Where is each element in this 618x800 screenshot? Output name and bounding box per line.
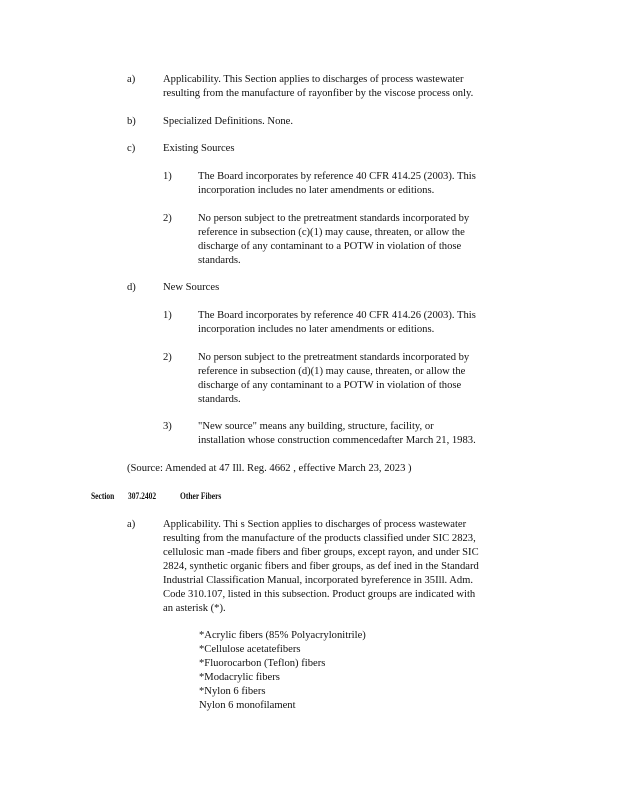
item-2402-a-line-7: an asterisk (*). [163, 603, 226, 614]
item-2402-a-line-4: 2824, synthetic organic fibers and fiber groups, as def ined in the Standard [163, 561, 479, 572]
product-item: *Modacrylic fibers [199, 672, 280, 683]
item-2402-a-label: a) [127, 519, 136, 530]
item-d2-line-2: reference in subsection (d)(1) may cause, threaten, or allow the [198, 366, 466, 377]
product-item: *Acrylic fibers (85% Polyacrylonitrile) [199, 630, 366, 641]
section-heading-title: Other Fibers [180, 492, 222, 502]
item-d2-line-3: discharge of any contaminant to a POTW in violation of those [198, 380, 462, 391]
source-note: (Source: Amended at 47 Ill. Reg. 4662 , effective March 23, 2023 ) [127, 463, 412, 474]
item-d3-line-1: "New source" means any building, structure, facility, or [198, 421, 434, 432]
item-a-line-2: resulting from the manufacture of rayonfiber by the viscose process only. [163, 88, 474, 99]
item-d2-line-4: standards. [198, 394, 241, 405]
product-item: *Cellulose acetatefibers [199, 644, 301, 655]
item-a-line-1: Applicability. This Section applies to discharges of process wastewater [163, 74, 464, 85]
item-d1-line-1: The Board incorporates by reference 40 CFR 414.26 (2003). This [198, 310, 476, 321]
item-b-label: b) [127, 116, 136, 127]
item-a-label: a) [127, 74, 136, 85]
item-c1-line-1: The Board incorporates by reference 40 CFR 414.25 (2003). This [198, 171, 476, 182]
item-d1-line-2: incorporation includes no later amendments or editions. [198, 324, 435, 335]
item-c1-line-2: incorporation includes no later amendments or editions. [198, 185, 435, 196]
item-c1-label: 1) [163, 171, 172, 182]
item-2402-a-line-3: cellulosic man -made fibers and fiber groups, except rayon, and under SIC [163, 547, 479, 558]
item-c2-line-1: No person subject to the pretreatment standards incorporated by [198, 213, 470, 224]
item-d2-line-1: No person subject to the pretreatment standards incorporated by [198, 352, 470, 363]
product-item: *Fluorocarbon (Teflon) fibers [199, 658, 326, 669]
item-c2-label: 2) [163, 213, 172, 224]
item-d1-label: 1) [163, 310, 172, 321]
item-c-label: c) [127, 143, 136, 154]
item-d-label: d) [127, 282, 136, 293]
item-d3-label: 3) [163, 421, 172, 432]
item-b-text: Specialized Definitions. None. [163, 116, 294, 127]
section-heading-number: 307.2402 [128, 492, 157, 502]
item-c2-line-4: standards. [198, 255, 241, 266]
item-d-heading: New Sources [163, 282, 220, 293]
item-2402-a-line-5: Industrial Classification Manual, incorporated byreference in 35Ill. Adm. [163, 575, 474, 586]
item-2402-a-line-1: Applicability. Thi s Section applies to discharges of process wastewater [163, 519, 467, 530]
item-2402-a-line-6: Code 310.107, listed in this subsection. Product groups are indicated with [163, 589, 476, 600]
item-d3-line-2: installation whose construction commencedafter March 21, 1983. [198, 435, 476, 446]
product-item: Nylon 6 monofilament [199, 700, 296, 711]
item-c2-line-2: reference in subsection (c)(1) may cause, threaten, or allow the [198, 227, 465, 238]
item-c2-line-3: discharge of any contaminant to a POTW in violation of those [198, 241, 462, 252]
product-item: *Nylon 6 fibers [199, 686, 266, 697]
item-d2-label: 2) [163, 352, 172, 363]
item-2402-a-line-2: resulting from the manufacture of the products classified under SIC 2823, [163, 533, 476, 544]
section-heading-word: Section [91, 492, 115, 502]
item-c-heading: Existing Sources [163, 143, 235, 154]
